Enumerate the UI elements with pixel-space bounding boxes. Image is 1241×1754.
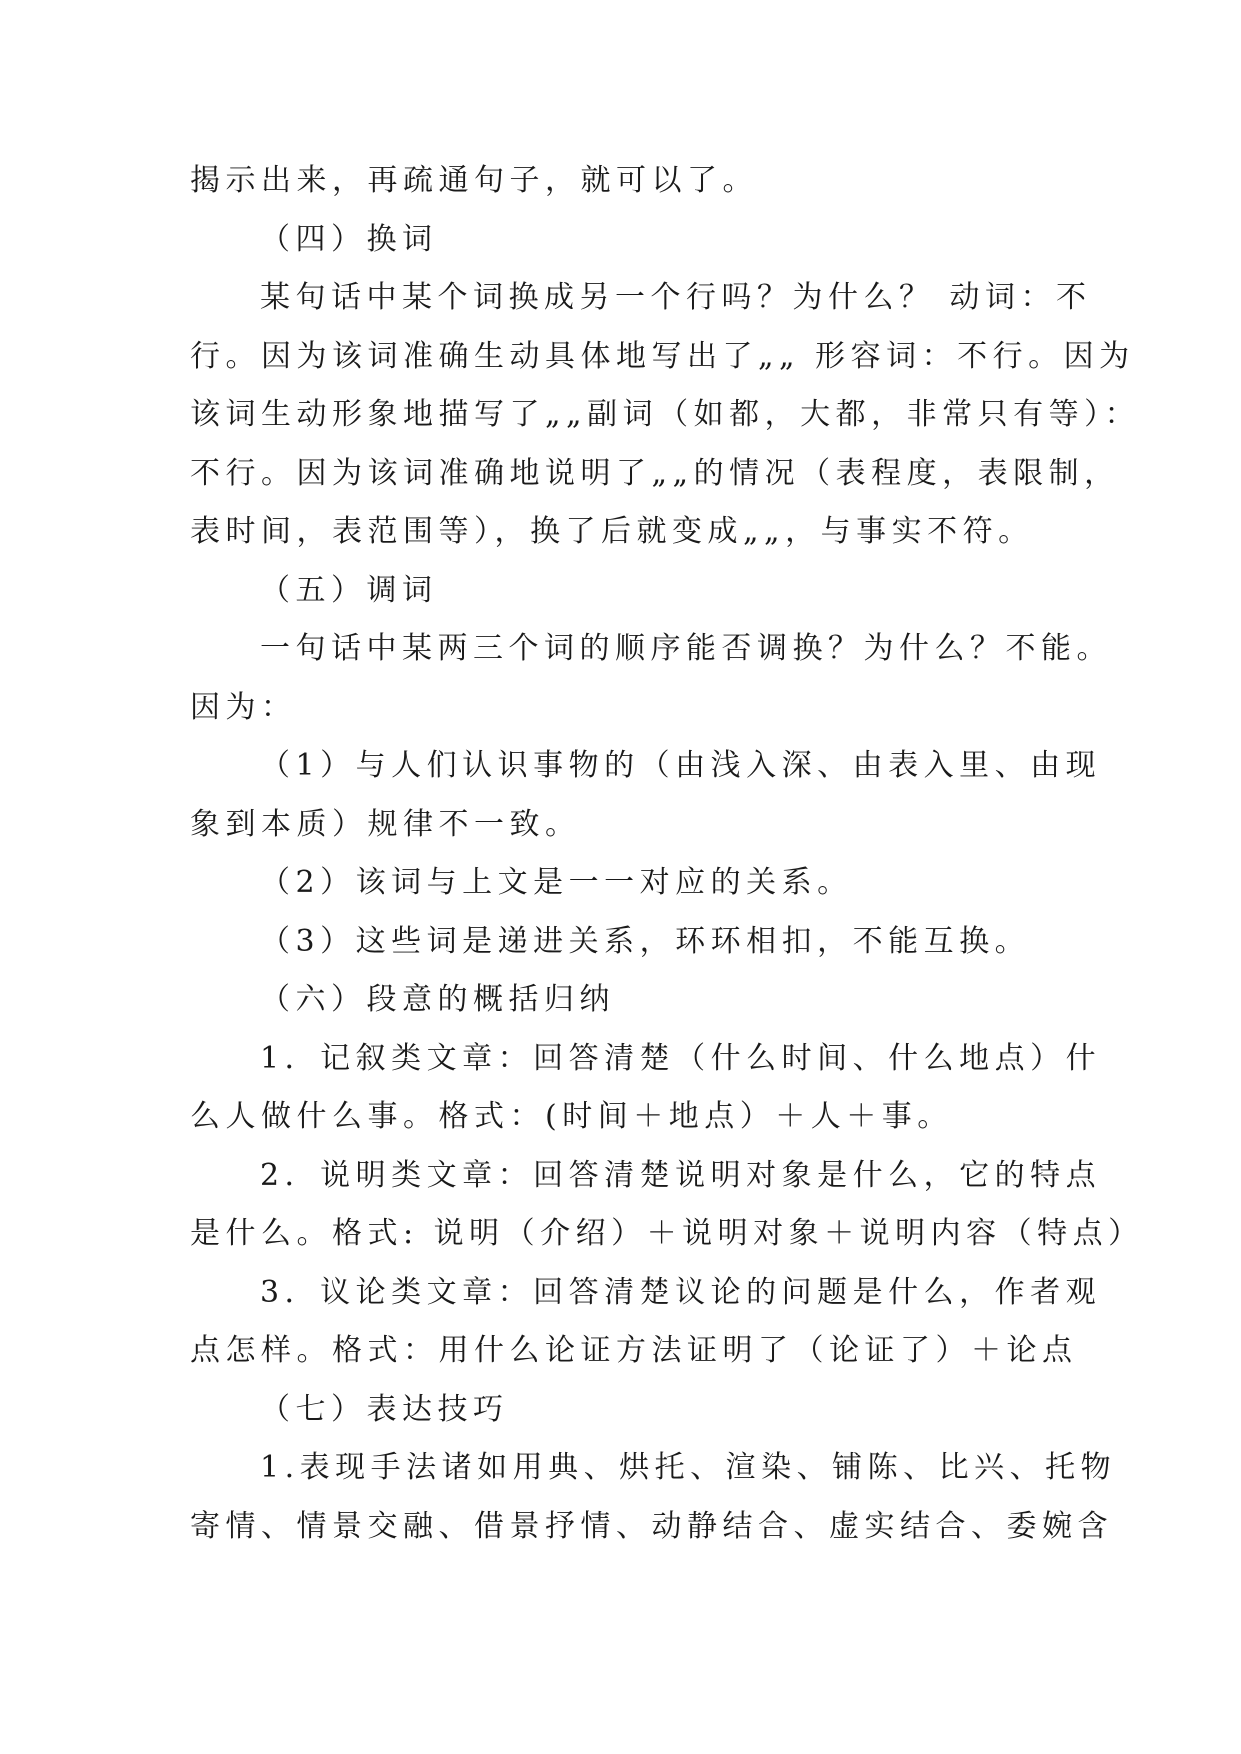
- list-item: （2）该词与上文是一一对应的关系。: [260, 865, 853, 900]
- text-line: 因为：: [190, 689, 297, 725]
- text-line: 么人做什么事。格式：(时间＋地点）＋人＋事。: [190, 1099, 953, 1134]
- text-line: 寄情、情景交融、借景抒情、动静结合、虚实结合、委婉含: [190, 1508, 1113, 1544]
- text-line: 点怎样。格式：用什么论证方法证明了（论证了）＋论点: [190, 1333, 1078, 1368]
- text-line: 象到本质）规律不一致。: [190, 806, 581, 842]
- list-item: 3．议论类文章：回答清楚议论的问题是什么，作者观: [260, 1274, 1102, 1310]
- section-heading-6: （六）段意的概括归纳: [260, 982, 615, 1017]
- text-line: 不行。因为该词准确地说明了„„的情况（表程度，表限制，: [190, 455, 1120, 491]
- text-line: 该词生动形象地描写了„„副词（如都，大都，非常只有等）：: [190, 397, 1141, 432]
- list-item: 1．记叙类文章：回答清楚（什么时间、什么地点）什: [260, 1040, 1102, 1076]
- text-line: 揭示出来，再疏通句子，就可以了。: [190, 163, 758, 198]
- text-line: 表时间，表范围等），换了后就变成„„，与事实不符。: [190, 514, 1034, 549]
- document-body: [190, 152, 1144, 1556]
- list-item: （1）与人们认识事物的（由浅入深、由表入里、由现: [260, 748, 1102, 783]
- text-line: 行。因为该词准确生动具体地写出了„„ 形容词：不行。因为: [190, 338, 1135, 374]
- text-line: 是什么。格式: 说明（介绍）＋说明对象＋说明内容（特点）: [190, 1216, 1144, 1251]
- section-heading-4: （四）换词: [260, 221, 438, 257]
- list-item: （3）这些词是递进关系，环环相扣，不能互换。: [260, 923, 1031, 959]
- list-item: 2．说明类文章：回答清楚说明对象是什么，它的特点: [260, 1157, 1102, 1193]
- text-line: 某句话中某个词换成另一个行吗？为什么？ 动词：不: [260, 280, 1092, 315]
- list-item: 1.表现手法诸如用典、烘托、渲染、铺陈、比兴、托物: [260, 1450, 1117, 1485]
- section-heading-7: （七）表达技巧: [260, 1391, 509, 1427]
- section-heading-5: （五）调词: [260, 572, 438, 608]
- text-line: 一句话中某两三个词的顺序能否调换？为什么？不能。: [260, 631, 1112, 666]
